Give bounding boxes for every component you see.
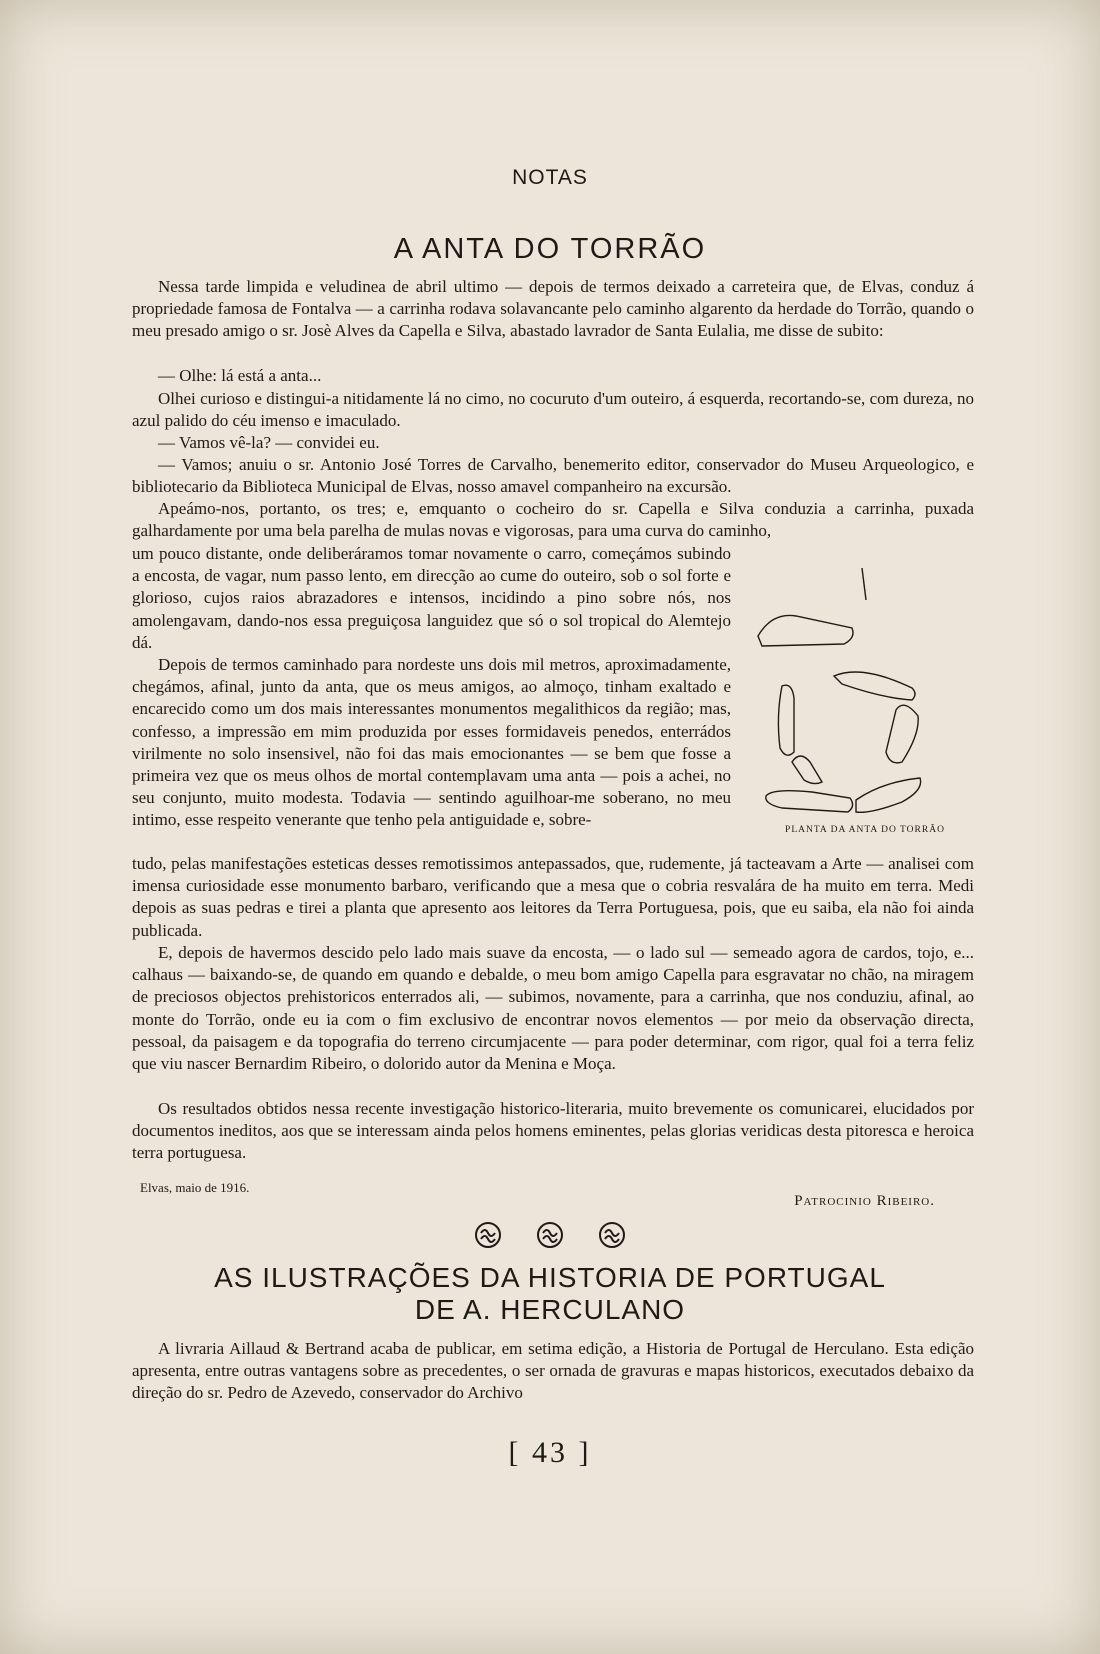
ornament-icon <box>538 1223 562 1247</box>
paragraph: — Vamos; anuiu o sr. Antonio José Torres de Carvalho, benemerito editor, conservador do Museu Arqueologico, e bibliotecario da Biblioteca Municipal de Elvas, nosso amavel companheiro na excursão. <box>132 455 974 497</box>
paragraph: Olhei curioso e distingui-a nitidamente lá no cimo, no cocuruto d'um outeiro, á esquerda, recortando-se, com dureza, no azul palido do céu imenso e imaculado. <box>132 389 974 431</box>
paragraph: Nessa tarde limpida e veludinea de abril ultimo — depois de termos deixado a carreteira que, de Elvas, conduz á propriedade famosa de Fontalva — a carrinha rodava solavancante pelo caminho algarento da herdade do Torrão, quando o meu presado amigo o sr. Josè Alves da Capella e Silva, abastado lavrador de Santa Eulalia, me disse de subito: <box>132 277 974 341</box>
paragraph: — Olhe: lá está a anta... <box>158 366 322 385</box>
plan-stone <box>856 778 921 812</box>
plan-stone <box>758 615 853 646</box>
paragraph: Apeámo-nos, portanto, os tres; e, emquanto o cocheiro do sr. Capella e Silva conduzia a carrinha, puxada galhardamente por uma bela parelha de mulas novas e vigorosas, para uma curva do caminho, <box>132 499 974 541</box>
ornament-icon <box>476 1223 500 1247</box>
plan-stone <box>862 568 866 600</box>
ornament-icon <box>600 1223 624 1247</box>
paragraph: — Vamos vê-la? — convidei eu. <box>158 433 380 452</box>
paragraph: Depois de termos caminhado para nordeste uns dois mil metros, aproximadamente, chegámos, afinal, junto da anta, que os meus amigos, ao almoço, tinham exaltado e encarecido como um dos mais interessantes monumentos megalithicos da região; mas, confesso, a impressão em mim produzida por esses formidaveis penedos, enterrádos virilmente no solo insensivel, não foi das mais emocionantes — se bem que fosse a primeira vez que os meus olhos de mortal contemplavam uma anta — pois a achei, no seu conjunto, muito modesta. Todavia — sentindo aguilhoar-me soberano, no meu intimo, esse respeito venerante que tenho pela antiguidade e, sobre- <box>132 655 731 830</box>
plan-stone <box>886 705 918 763</box>
section-label: NOTAS <box>512 166 588 189</box>
figure-caption: PLANTA DA ANTA DO TORRÃO <box>785 825 945 835</box>
paragraph: um pouco distante, onde deliberáramos tomar novamente o carro, começámos subindo a encosta, de vagar, num passo lento, em direcção ao cume do outeiro, sob o sol forte e glorioso, cujos raios abrazadores e intensos, incidindo a pino sobre nós, nos amolengavam, dando-nos essa preguiçosa languidez que só o sol tropical do Alemtejo dá. <box>132 544 731 652</box>
page-number: [ 43 ] <box>508 1436 592 1469</box>
ornament-row <box>470 1215 630 1255</box>
signature: Patrocinio Ribeiro. <box>794 1193 935 1209</box>
plan-stone <box>778 685 794 755</box>
article-title: A ANTA DO TORRÃO <box>393 233 707 265</box>
paragraph: Os resultados obtidos nessa recente investigação historico-literaria, muito brevemente os comunicarei, elucidados por documentos ineditos, aos que se interessam ainda pelos homens eminentes, pelas glorias veridicas desta pitoresca e heroica terra portuguesa. <box>132 1099 974 1163</box>
plan-stone <box>792 756 822 784</box>
paragraph: tudo, pelas manifestações esteticas desses remotissimos antepassados, que, rudemente, já tacteavam a Arte — analisei com imensa curiosidade esse monumento barbaro, verificando que a mesa que o cobria resvalára de ha muito em terra. Medi depois as suas pedras e tirei a planta que apresento aos leitores da Terra Portuguesa, pois, que eu saiba, ela não foi ainda publicada. <box>132 854 974 940</box>
plan-stone <box>834 672 915 700</box>
paragraph: E, depois de havermos descido pelo lado mais suave da encosta, — o lado sul — semeado agora de cardos, tojo, e... calhaus — baixando-se, de quando em quando e debalde, o meu bom amigo Capella para esgravatar no chão, na miragem de preciosos objectos prehistoricos enterrados ali, — subimos, novamente, para a carrinha, que nos conduziu, afinal, ao monte do Torrão, onde eu ia com o fim exclusivo de encontrar novos elementos — por meio da observação directa, pessoal, da paisagem e da topografia do terreno circumjacente — para poder determinar, com rigor, qual foi a terra feliz que viu nascer Bernardim Ribeiro, o dolorido autor da Menina e Moça. <box>132 943 974 1074</box>
dateline: Elvas, maio de 1916. <box>140 1180 250 1195</box>
article-title-2-line1: AS ILUSTRAÇÕES DA HISTORIA DE PORTUGAL <box>214 1262 886 1293</box>
paragraph: A livraria Aillaud & Bertrand acaba de publicar, em setima edição, a Historia de Portugal de Herculano. Esta edição apresenta, entre outras vantagens sobre as precedentes, o ser ornada de gravuras e mapas historicos, executados debaixo da direção do sr. Pedro de Azevedo, conservador do Archivo <box>132 1339 974 1403</box>
dolmen-plan-figure <box>752 556 982 846</box>
plan-stone <box>766 791 853 812</box>
article-title-2-line2: DE A. HERCULANO <box>414 1294 686 1325</box>
article-title-2 <box>0 1262 1100 1326</box>
